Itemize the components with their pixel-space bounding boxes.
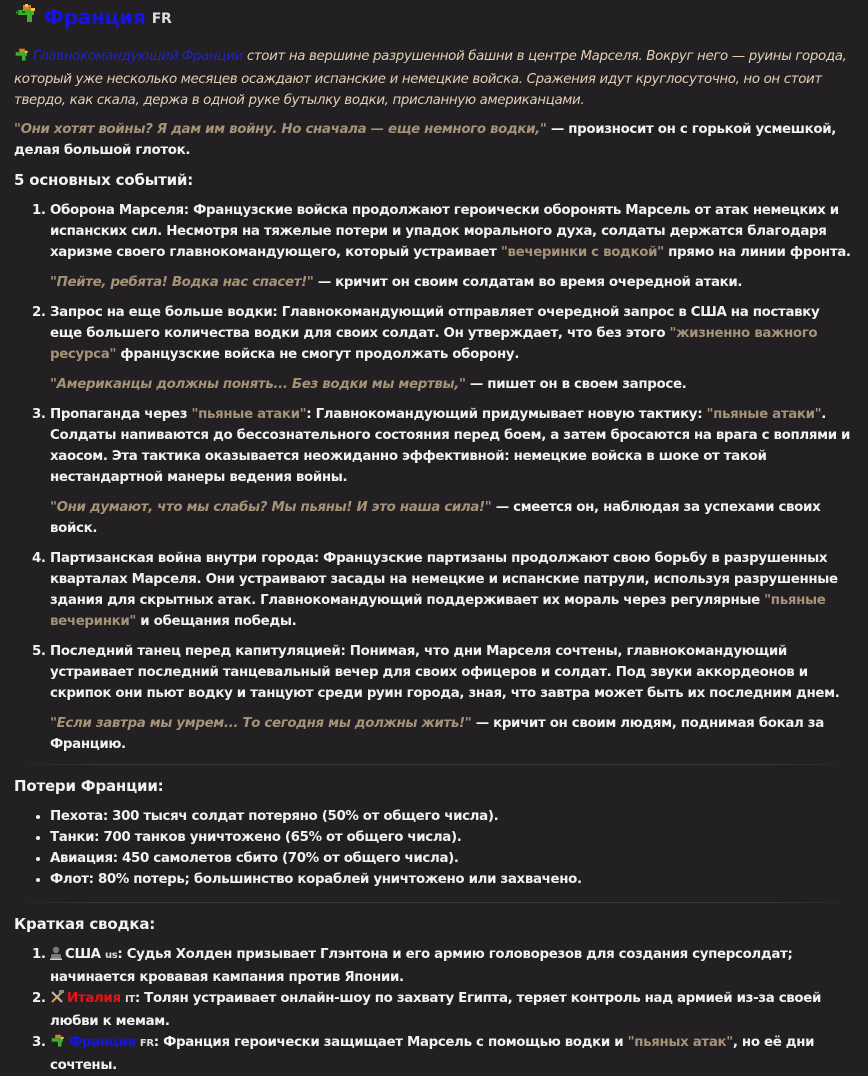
country-code: us [105, 950, 118, 961]
event-quote-narration: — кричит он своим людям, поднимая бокал за Францию. [50, 716, 824, 752]
crossed-tools-icon [50, 990, 64, 1011]
divider [14, 902, 854, 903]
lead-quote [14, 119, 854, 161]
loss-text: 700 танков уничтожено (65% от общего числа). [99, 830, 462, 845]
page-header [14, 4, 854, 30]
event-quote-text: "Они думают, что мы слабы? Мы пьяны! И это наша сила!" [50, 500, 492, 515]
event-quote-narration: — пишет он в своем запросе. [465, 377, 687, 392]
water-gun-icon [16, 4, 38, 31]
event-text: : Понимая, что дни Марселя сочтены, главнокомандующий устраивает последний танцевальный вечер для своих офицеров и солдат. Под звуки аккордеонов и скрипок они пьют водку и танцуют среди руин города, зная, что завтра может быть их последним днем. [50, 644, 840, 701]
event-highlight: "вечеринки с водкой" [500, 245, 664, 260]
country-code: IT [125, 994, 135, 1005]
event-title: Последний танец перед капитуляцией [50, 644, 341, 659]
summary-text: : Толян устраивает онлайн-шоу по захвату Египта, теряет контроль над армией из-за своей любви к мемам. [50, 991, 822, 1029]
summary-country[interactable]: Италия [67, 991, 121, 1006]
loss-item [50, 827, 854, 848]
summary-item [50, 1032, 854, 1076]
event-text: . Солдаты напиваются до бессознательного состояния перед боем, а затем бросаются на врага с воплями и хаосом. Эта тактика оказывается неожиданно эффективной: немецкие войска в шоке от такой нестандартной манеры ведения войны. [50, 407, 851, 485]
commander-link[interactable]: Главнокомандующий Франции [33, 49, 243, 64]
events-list [14, 200, 854, 755]
event-text: : Главнокомандующий придумывает новую тактику: [306, 407, 707, 422]
event-quote [50, 272, 854, 293]
loss-label: Авиация: [50, 851, 118, 866]
loss-label: Пехота: [50, 809, 108, 824]
divider [14, 764, 854, 765]
country-code: FR [139, 1038, 154, 1049]
event-highlight: "пьяные атаки" [706, 407, 822, 422]
event-item [50, 302, 854, 395]
event-text: прямо на линии фронта. [663, 245, 851, 260]
event-text: : Французские войска продолжают героически оборонять Марсель от атак немецких и испанских сил. Несмотря на тяжелые потери и упадок морального духа, солдаты держатся благодаря харизме своего главнокомандующего, который устраивает [50, 203, 839, 260]
event-quote-text: "Если завтра мы умрем... То сегодня мы должны жить!" [50, 716, 472, 731]
loss-item [50, 806, 854, 827]
losses-list [14, 806, 854, 890]
loss-item [50, 848, 854, 869]
event-quote-narration: — смеется он, наблюдая за успехами своих войск. [50, 500, 821, 536]
event-quote [50, 497, 854, 539]
summary-item [50, 988, 854, 1032]
event-highlight: "жизненно важного ресурса" [50, 326, 818, 362]
event-quote [50, 713, 854, 755]
summary-text: : Судья Холден призывает Глэнтона и его армию головорезов для создания суперсолдат; начинается кровавая кампания против Японии. [50, 947, 793, 985]
loss-text: 450 самолетов сбито (70% от общего числа). [117, 851, 459, 866]
lead-quote-text: "Они хотят войны? Я дам им войну. Но сначала — еще немного водки," [14, 122, 547, 137]
water-gun-icon [14, 48, 30, 69]
losses-heading: Потери Франции: [14, 777, 164, 795]
event-text: : Французские партизаны продолжают свою борьбу в разрушенных кварталах Марселя. Они устраивают засады на немецкие и испанские патрули, используя разрушенные здания для скрытных атак. Главнокомандующий поддерживает их мораль через регулярные [50, 551, 838, 608]
summary-country: США [65, 947, 101, 962]
event-item [50, 404, 854, 539]
loss-item [50, 869, 854, 890]
summary-country[interactable]: Франция [69, 1035, 136, 1050]
loss-text: 300 тысяч солдат потеряно (50% от общего числа). [107, 809, 499, 824]
event-title: Оборона Марселя [50, 203, 184, 218]
page-title: Франция [44, 4, 146, 29]
event-title-highlight: "пьяные атаки" [191, 407, 307, 422]
event-quote-narration: — кричит он своим солдатам во время очередной атаки. [313, 275, 743, 290]
event-quote-text: "Американцы должны понять... Без водки мы мертвы," [50, 377, 466, 392]
loss-label: Флот: [50, 872, 94, 887]
event-highlight: "пьяные вечеринки" [50, 593, 826, 629]
event-title: Пропаганда через [50, 407, 192, 422]
summary-text: , но её дни сочтены. [50, 1035, 815, 1073]
events-heading: 5 основных событий: [14, 171, 193, 189]
country-code: FR [151, 10, 172, 27]
event-text: : Главнокомандующий отправляет очередной запрос в США на поставку еще большего количества водки для своих солдат. Он утверждает, что без этого [50, 305, 820, 341]
event-title: Партизанская война внутри города [50, 551, 314, 566]
summary-text: : Франция героически защищает Марсель с помощью водки и [153, 1035, 628, 1050]
event-item [50, 641, 854, 755]
event-quote [50, 374, 854, 395]
water-gun-icon [50, 1034, 66, 1055]
intro-text: стоит на вершине разрушенной башни в центре Марселя. Вокруг него — руины города, который уже несколько месяцев осаждают испанские и немецкие войска. Сражения идут круглосуточно, но он стоит твердо, как скала, держа в одной руке бутылку водки, присланную американцами. [14, 49, 847, 108]
event-title: Запрос на еще больше водки [50, 305, 273, 320]
lead-quote-narration: — произносит он с горькой усмешкой, делая большой глоток. [14, 122, 837, 158]
event-text: французские войска не смогут продолжать оборону. [116, 347, 520, 362]
summary-heading: Краткая сводка: [14, 915, 156, 933]
event-quote-text: "Пейте, ребята! Водка нас спасет!" [50, 275, 314, 290]
event-text: и обещания победы. [136, 614, 297, 629]
intro-paragraph [14, 46, 854, 111]
summary-item [50, 944, 854, 988]
loss-label: Танки: [50, 830, 100, 845]
loss-text: 80% потерь; большинство кораблей уничтожено или захвачено. [93, 872, 582, 887]
event-item [50, 548, 854, 632]
event-item [50, 200, 854, 293]
summary-highlight: "пьяных атак" [627, 1035, 733, 1050]
person-silhouette-icon [50, 946, 62, 967]
summary-list [14, 944, 854, 1076]
